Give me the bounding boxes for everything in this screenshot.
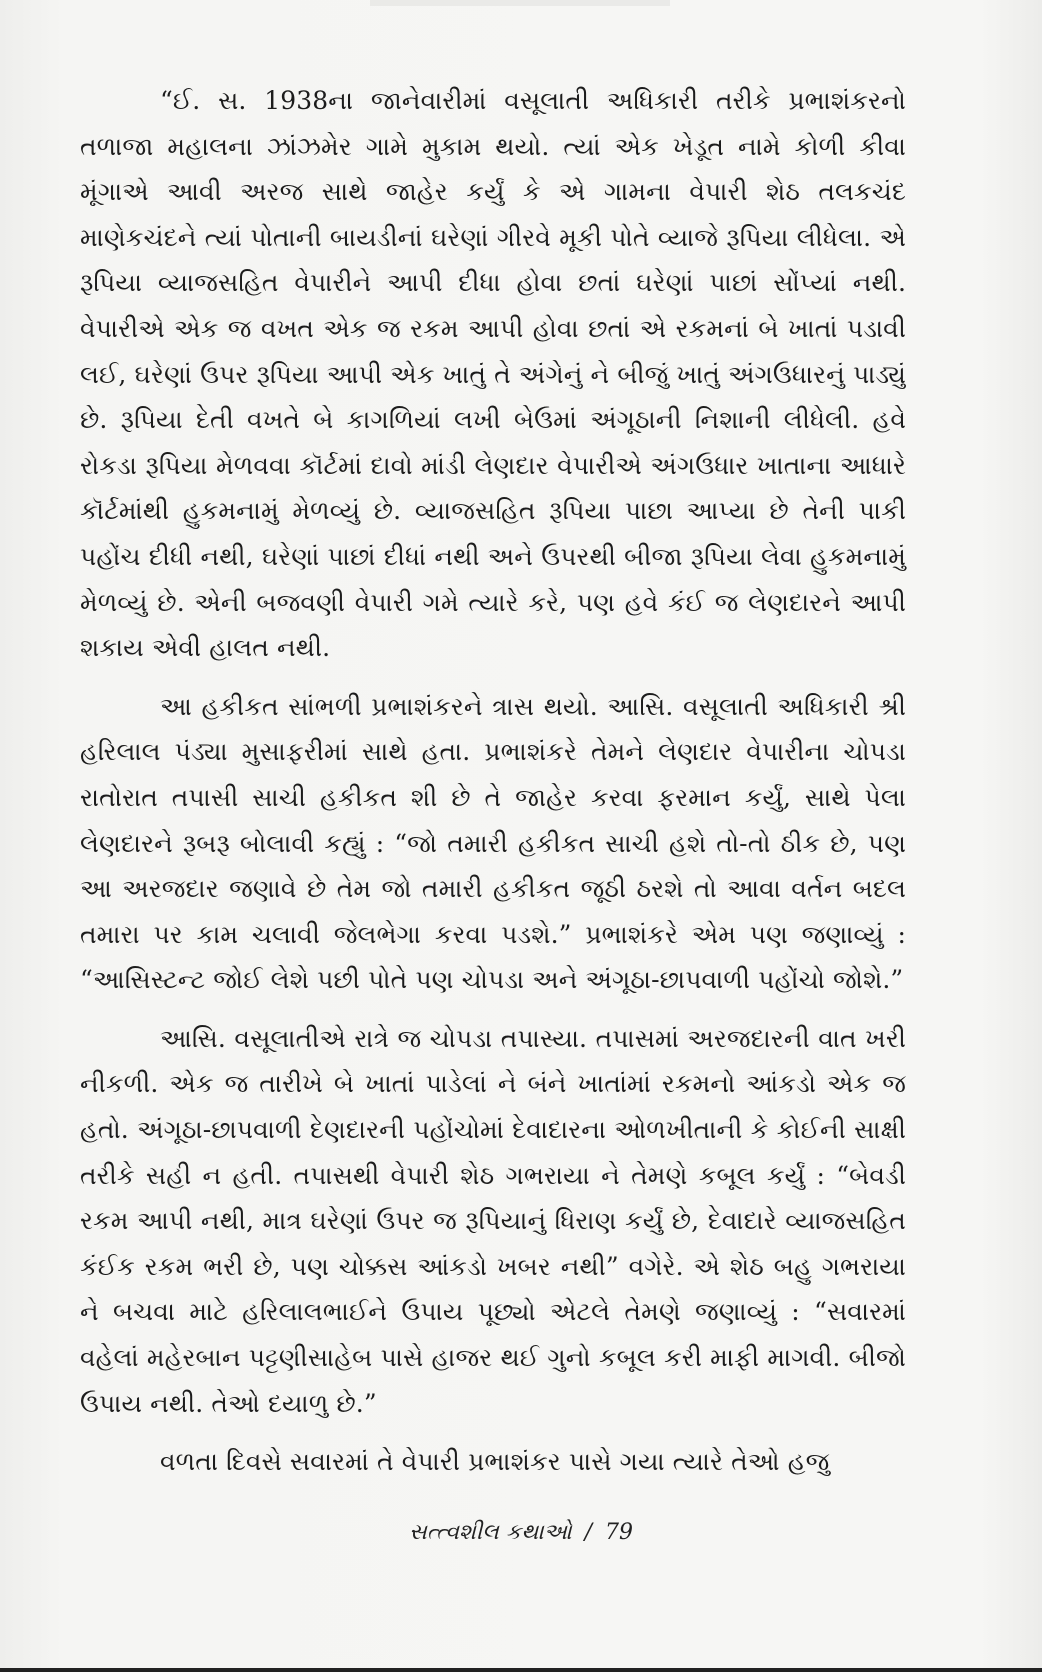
footer-separator: / (584, 1520, 592, 1545)
page-footer (0, 1520, 1042, 1545)
paragraph: આસિ. વસૂલાતીએ રાત્રે જ ચોપડા તપાસ્યા. તપાસમાં અરજદારની વાત ખરી નીકળી. એક જ તારીખે બે ખાતાં પાડેલાં ને બંને ખાતાંમાં રકમનો આંકડો એક જ હતો. અંગૂઠા-છાપવાળી દેણદારની પહોંચોમાં દેવાદારના ઓળખીતાની કે કોઈની સાક્ષી તરીકે સહી ન હતી. તપાસથી વેપારી શેઠ ગભરાયા ને તેમણે કબૂલ કર્યું : “બેવડી રકમ આપી નથી, માત્ર ઘરેણાં ઉપર જ રૂપિયાનું ધિરાણ કર્યું છે, દેવાદારે વ્યાજસહિત કંઈક રકમ ભરી છે, પણ ચોક્કસ આંકડો ખબર નથી” વગેરે. એ શેઠ બહુ ગભરાયા ને બચવા માટે હરિલાલભાઈને ઉપાય પૂછ્યો એટલે તેમણે જણાવ્યું : “સવારમાં વહેલાં મહેરબાન પટ્ટણીસાહેબ પાસે હાજર થઈ ગુનો કબૂલ કરી માફી માગવી. બીજો ઉપાય નથી. તેઓ દયાળુ છે.” (80, 1023, 906, 1418)
body-text (80, 78, 906, 1485)
paragraph: આ હકીકત સાંભળી પ્રભાશંકરને ત્રાસ થયો. આસિ. વસૂલાતી અધિકારી શ્રી હરિલાલ પંડ્યા મુસાફરીમાં સાથે હતા. પ્રભાશંકરે તેમને લેણદાર વેપારીના ચોપડા રાતોરાત તપાસી સાચી હકીકત શી છે તે જાહેર કરવા ફરમાન કર્યું, સાથે પેલા લેણદારને રૂબરૂ બોલાવી કહ્યું : “જો તમારી હકીકત સાચી હશે તો-તો ઠીક છે, પણ આ અરજદાર જણાવે છે તેમ જો તમારી હકીકત જૂઠી ઠરશે તો આવા વર્તન બદલ તમારા પર કામ ચલાવી જેલભેગા કરવા પડશે.” પ્રભાશંકરે એમ પણ જણાવ્યું : “આસિસ્ટન્ટ જોઈ લેશે પછી પોતે પણ ચોપડા અને અંગૂઠા-છાપવાળી પહોંચો જોશે.” (80, 691, 906, 995)
page-number: 79 (605, 1520, 633, 1545)
paragraph: “ઈ. સ. 1938ના જાનેવારીમાં વસૂલાતી અધિકારી તરીકે પ્રભાશંકરનો તળાજા મહાલના ઝાંઝમેર ગામે મુકામ થયો. ત્યાં એક ખેડૂત નામે કોળી કીવા મૂંગાએ આવી અરજ સાથે જાહેર કર્યું કે એ ગામના વેપારી શેઠ તલકચંદ માણેકચંદને ત્યાં પોતાની બાયડીનાં ઘરેણાં ગીરવે મૂકી પોતે વ્યાજે રૂપિયા લીધેલા. એ રૂપિયા વ્યાજસહિત વેપારીને આપી દીધા હોવા છતાં ઘરેણાં પાછાં સોંપ્યાં નથી. વેપારીએ એક જ વખત એક જ રકમ આપી હોવા છતાં એ રકમનાં બે ખાતાં પડાવી લઈ, ઘરેણાં ઉપર રૂપિયા આપી એક ખાતું તે અંગેનું ને બીજું ખાતું અંગઉધારનું પાડ્યું છે. રૂપિયા દેતી વખતે બે કાગળિયાં લખી બેઉમાં અંગૂઠાની નિશાની લીધેલી. હવે રોકડા રૂપિયા મેળવવા કૉર્ટમાં દાવો માંડી લેણદાર વેપારીએ અંગઉધાર ખાતાના આધારે કૉર્ટમાંથી હુકમનામું મેળવ્યું છે. વ્યાજસહિત રૂપિયા પાછા આપ્યા છે તેની પાકી પહોંચ દીધી નથી, ઘરેણાં પાછાં દીધાં નથી અને ઉપરથી બીજા રૂપિયા લેવા હુકમનામું મેળવ્યું છે. એની બજવણી વેપારી ગમે ત્યારે કરે, પણ હવે કંઈ જ લેણદારને આપી શકાય એવી હાલત નથી. (80, 86, 906, 663)
book-title: સત્ત્વશીલ કથાઓ (409, 1520, 572, 1545)
page-top-shadow (370, 0, 670, 6)
paragraph: વળતા દિવસે સવારમાં તે વેપારી પ્રભાશંકર પાસે ગયા ત્યારે તેઓ હજુ (160, 1447, 830, 1477)
page-bottom-edge (0, 1668, 1042, 1672)
